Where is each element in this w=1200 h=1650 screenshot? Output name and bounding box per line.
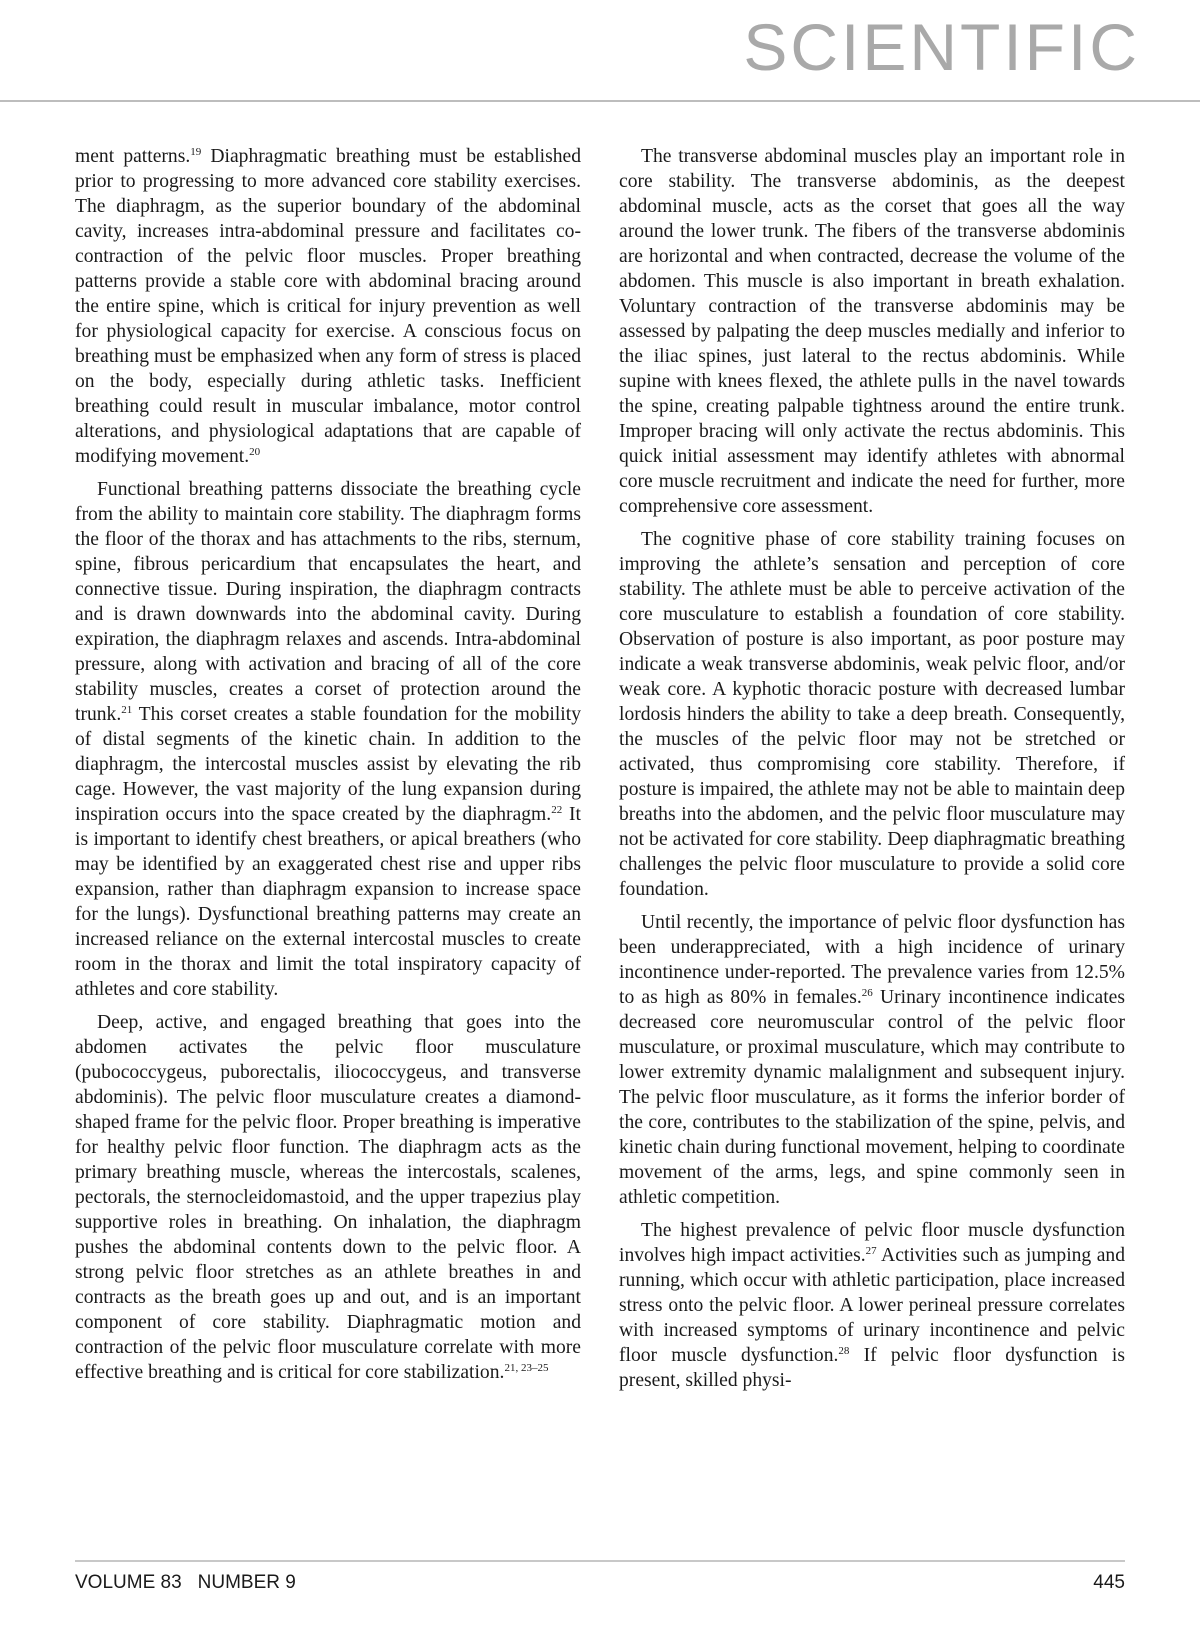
right-column [619, 144, 1125, 1401]
text-run: Until recently, the importance of pelvic floor dysfunction has been underappreciated, with a high incidence of urinary incontinence under-reported. The prevalence varies from 12.5% to as high as 80% in females. [619, 912, 1125, 1008]
body-paragraph [619, 144, 1125, 519]
page-number: 445 [1093, 1572, 1125, 1593]
text-run: The transverse abdominal muscles play an important role in core stability. The transverse abdominis, as the deepest abdominal muscle, acts as the corset that goes all the way around the lower trunk. The fibers of the transverse abdominis are horizontal and when contracted, decrease the volume of the abdomen. This muscle is also important in breath exhalation. Voluntary contraction of the transverse abdominis may be assessed by palpating the deep muscles medially and inferior to the iliac spines, just lateral to the rectus abdominis. While supine with knees flexed, the athlete pulls in the navel towards the spine, creating palpable tightness around the entire trunk. Improper bracing will only activate the rectus abdominis. This quick initial assessment may identify athletes with abnormal core muscle recruitment and indicate the need for further, more comprehensive core assessment. [619, 146, 1125, 517]
citation-superscript: 21 [121, 704, 133, 716]
body-paragraph [75, 144, 581, 469]
body-paragraph [619, 527, 1125, 902]
section-label: SCIENTIFIC [743, 10, 1140, 84]
citation-superscript: 28 [838, 1345, 850, 1357]
citation-superscript: 27 [865, 1245, 877, 1257]
citation-superscript: 22 [551, 804, 563, 816]
text-run: The cognitive phase of core stability training focuses on improving the athlete’s sensation and perception of core stability. The athlete must be able to perceive activation of the core musculature to establish a foundation of core stability. Observation of posture is also important, as poor posture may indicate a weak transverse abdominis, weak pelvic floor, and/or weak core. A kyphotic thoracic posture with decreased lumbar lordosis hinders the ability to take a deep breath. Consequently, the muscles of the pelvic floor may not be stretched or activated, thus compromising core stability. Therefore, if posture is impaired, the athlete may not be able to maintain deep breaths into the abdomen, and the pelvic floor musculature may not be activated for core stability. Deep diaphragmatic breathing challenges the pelvic floor musculature to provide a solid core foundation. [619, 529, 1126, 900]
body-paragraph [619, 1218, 1125, 1393]
header-divider [0, 100, 1200, 102]
text-run: Diaphragmatic breathing must be established prior to progressing to more advanced core stability exercises. The diaphragm, as the superior boundary of the abdominal cavity, increases intra-abdominal pressure and facilitates co-contraction of the pelvic floor muscles. Proper breathing patterns provide a stable core with abdominal bracing around the entire spine, which is critical for injury prevention as well for physiological capacity for exercise. A conscious focus on breathing must be emphasized when any form of stress is placed on the body, especially during athletic tasks. Inefficient breathing could result in muscular imbalance, motor control alterations, and physiological adaptations that are capable of modifying movement. [75, 146, 582, 467]
body-paragraph [75, 477, 581, 1002]
text-run: Urinary incontinence indicates decreased core neuromuscular control of the pelvic floor musculature, or proximal musculature, which may contribute to lower extremity dynamic malalignment and subsequent injury. The pelvic floor musculature, as it forms the inferior border of the core, contributes to the stabilization of the spine, pelvis, and kinetic chain during functional movement, helping to coordinate movement of the arms, legs, and spine commonly seen in athletic competition. [619, 987, 1125, 1208]
text-run: The highest prevalence of pelvic floor muscle dysfunction involves high impact activities. [619, 1220, 1125, 1266]
issue-number-label: NUMBER 9 [197, 1572, 296, 1593]
text-run: Activities such as jumping and running, which occur with athletic participation, place increased stress onto the pelvic floor. A lower perineal pressure correlates with increased symptoms of urinary incontinence and pelvic floor muscle dysfunction. [619, 1245, 1125, 1366]
text-run: It is important to identify chest breathers, or apical breathers (who may be identified by an exaggerated chest rise and upper ribs expansion, rather than diaphragm expansion to increase space for the lungs). Dysfunctional breathing patterns may create an increased reliance on the external intercostal muscles to create room in the thorax and limit the total inspiratory capacity of athletes and core stability. [75, 804, 581, 1000]
footer-volume-info [75, 1572, 296, 1594]
citation-superscript: 21, 23–25 [504, 1362, 549, 1374]
text-run: Functional breathing patterns dissociate the breathing cycle from the ability to maintain core stability. The diaphragm forms the floor of the thorax and has attachments to the ribs, sternum, spine, fibrous pericardium that encapsulates the heart, and connective tissue. During inspiration, the diaphragm contracts and is drawn downwards into the abdominal cavity. During expiration, the diaphragm relaxes and ascends. Intra-abdominal pressure, along with activation and bracing of all of the core stability muscles, creates a corset of protection around the trunk. [75, 479, 581, 725]
body-paragraph [75, 1010, 581, 1385]
citation-superscript: 20 [249, 446, 261, 458]
volume-label: VOLUME 83 [75, 1572, 182, 1593]
body-paragraph [619, 910, 1125, 1210]
text-run: ment patterns. [75, 146, 191, 167]
text-run: If pelvic floor dysfunction is present, skilled physi- [619, 1345, 1125, 1391]
left-column [75, 144, 581, 1393]
citation-superscript: 26 [861, 987, 873, 999]
text-run: Deep, active, and engaged breathing that goes into the abdomen activates the pelvic floor musculature (pubococcygeus, puborectalis, iliococcygeus, and transverse abdominis). The pelvic floor musculature creates a diamond-shaped frame for the pelvic floor. Proper breathing is imperative for healthy pelvic floor function. The diaphragm acts as the primary breathing muscle, whereas the intercostals, scalenes, pectorals, the sternocleidomastoid, and the upper trapezius play supportive roles in breathing. On inhalation, the diaphragm pushes the abdominal contents down to the pelvic floor. A strong pelvic floor stretches as an athlete breathes in and contracts as the breath goes up and out, and is an important component of core stability. Diaphragmatic motion and contraction of the pelvic floor musculature correlate with more effective breathing and is critical for core stabilization. [75, 1012, 581, 1383]
text-run: This corset creates a stable foundation for the mobility of distal segments of the kinetic chain. In addition to the diaphragm, the intercostal muscles assist by elevating the rib cage. However, the vast majority of the lung expansion during inspiration occurs into the space created by the diaphragm. [75, 704, 581, 825]
footer-divider [75, 1560, 1125, 1562]
citation-superscript: 19 [190, 146, 202, 158]
